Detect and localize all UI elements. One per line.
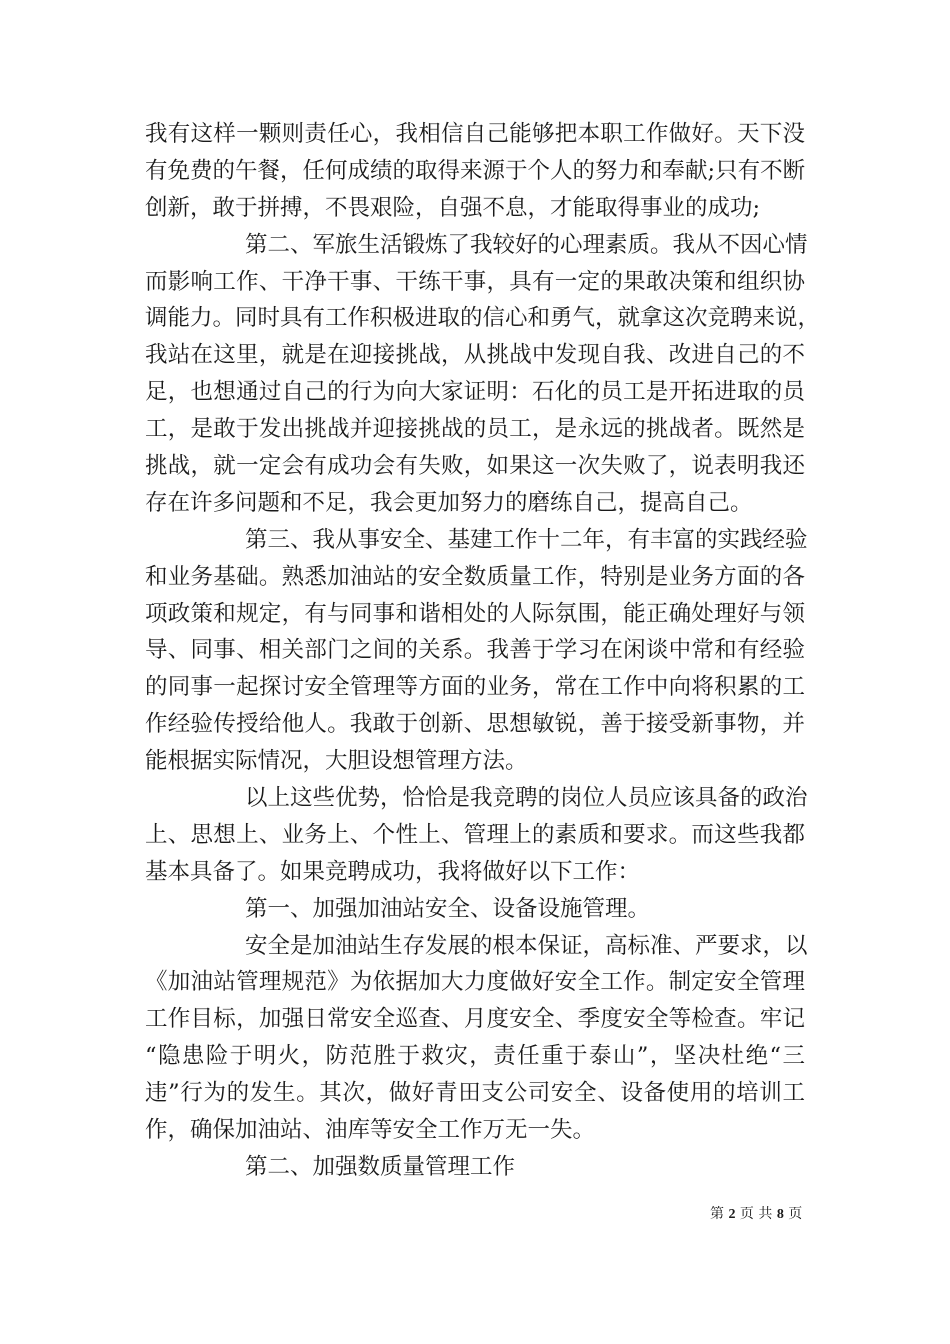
current-page-number: 2	[728, 1207, 736, 1222]
paragraph	[145, 227, 821, 522]
text-line: 违”行为的发生。其次，做好青田支公司安全、设备使用的培训工	[145, 1080, 805, 1107]
text-line: 以上这些优势，恰恰是我竞聘的岗位人员应该具备的政治	[245, 785, 808, 812]
paragraph	[145, 1149, 805, 1186]
text-line: 调能力。同时具有工作积极进取的信心和勇气，就拿这次竞聘来说，	[145, 305, 821, 332]
text-line: 足，也想通过自己的行为向大家证明：石化的员工是开拓进取的员	[145, 379, 805, 406]
text-line: 项政策和规定，有与同事和谐相处的人际氛围，能正确处理好与领	[145, 600, 805, 627]
text-line: 存在许多问题和不足，我会更加努力的磨练自己，提高自己。	[145, 489, 753, 516]
text-line: 工作目标，加强日常安全巡查、月度安全、季度安全等检查。牢记	[145, 1006, 805, 1033]
text-line: 我有这样一颗则责任心，我相信自己能够把本职工作做好。天下没	[145, 121, 805, 147]
footer-middle: 页 共	[735, 1206, 777, 1222]
text-line: 作，确保加油站、油库等安全工作万无一失。	[145, 1117, 596, 1144]
footer-suffix: 页	[783, 1206, 803, 1222]
text-line: 创新，敢于拼搏，不畏艰险，自强不息，才能取得事业的成功;	[145, 194, 761, 221]
paragraph	[145, 116, 805, 227]
text-line: 第一、加强加油站安全、设备设施管理。	[245, 895, 651, 922]
footer-prefix: 第	[710, 1206, 729, 1222]
text-line: 第二、军旅生活锻炼了我较好的心理素质。我从不因心情	[245, 231, 808, 258]
text-line: 《加油站管理规范》为依据加大力度做好安全工作。制定安全管理	[145, 969, 805, 996]
total-page-number: 8	[776, 1207, 784, 1222]
document-body	[145, 116, 821, 1186]
text-line: 基本具备了。如果竞聘成功，我将做好以下工作：	[145, 858, 641, 885]
text-line: 的同事一起探讨安全管理等方面的业务，常在工作中向将积累的工	[145, 674, 805, 701]
text-line: 导、同事、相关部门之间的关系。我善于学习在闲谈中常和有经验	[145, 637, 805, 664]
paragraph	[145, 928, 808, 1149]
text-line: 安全是加油站生存发展的根本保证，高标准、严要求，以	[245, 932, 808, 959]
paragraph	[145, 780, 808, 891]
text-line: 和业务基础。熟悉加油站的安全数质量工作，特别是业务方面的各	[145, 563, 805, 590]
page-footer	[710, 1203, 802, 1223]
text-line: 我站在这里，就是在迎接挑战，从挑战中发现自我、改进自己的不	[145, 342, 805, 369]
text-line: 上、思想上、业务上、个性上、管理上的素质和要求。而这些我都	[145, 821, 805, 848]
text-line: 工，是敢于发出挑战并迎接挑战的员工，是永远的挑战者。既然是	[145, 416, 805, 443]
text-line: 第三、我从事安全、基建工作十二年，有丰富的实践经验	[245, 526, 808, 553]
paragraph	[145, 891, 805, 928]
text-line: 第二、加强数质量管理工作	[245, 1153, 516, 1180]
text-line: 而影响工作、干净干事、干练干事，具有一定的果敢决策和组织协	[145, 268, 805, 295]
text-line: “隐患险于明火，防范胜于救灾，责任重于泰山”，坚决杜绝“三	[145, 1043, 805, 1070]
text-line: 作经验传授给他人。我敢于创新、思想敏锐，善于接受新事物，并	[145, 711, 805, 738]
text-line: 能根据实际情况，大胆设想管理方法。	[145, 748, 528, 775]
text-line: 有免费的午餐，任何成绩的取得来源于个人的努力和奉献;只有不断	[145, 157, 806, 184]
paragraph	[145, 522, 808, 780]
text-line: 挑战，就一定会有成功会有失败，如果这一次失败了，说表明我还	[145, 453, 805, 480]
